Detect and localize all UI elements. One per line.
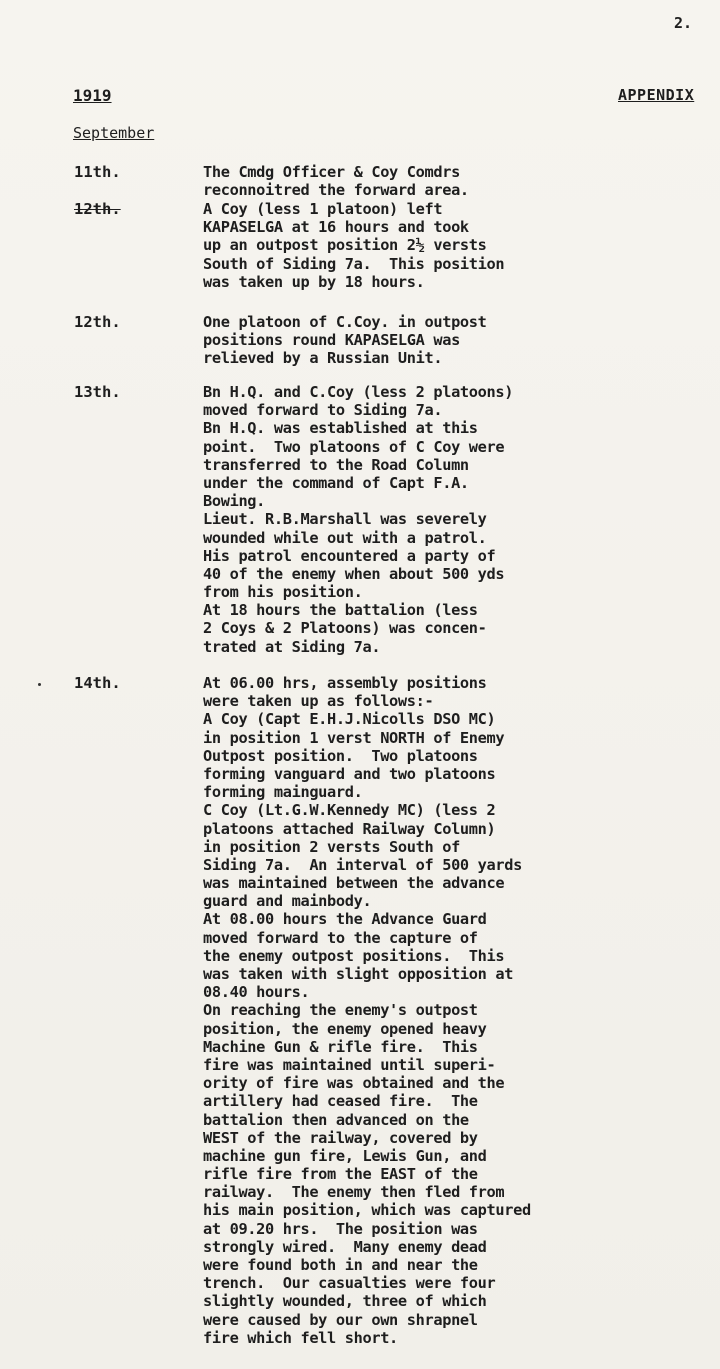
- entry-line: fire was maintained until superi-: [203, 1055, 496, 1074]
- entry-line: ority of fire was obtained and the: [203, 1074, 505, 1093]
- entry-line: platoons attached Railway Column): [203, 819, 496, 838]
- entry-line: moved forward to the capture of: [203, 928, 478, 947]
- entry-line: At 18 hours the battalion (less: [203, 601, 478, 620]
- entry-line: guard and mainbody.: [203, 892, 372, 911]
- entry-line: was maintained between the advance: [203, 874, 505, 893]
- entry-line: were found both in and near the: [203, 1256, 478, 1274]
- entry-line: On reaching the enemy's outpost: [203, 1001, 478, 1020]
- entry-date: 11th.: [74, 163, 121, 181]
- entry-line: the enemy outpost positions. This: [203, 946, 505, 965]
- entry-line: reconnoitred the forward area.: [203, 181, 469, 200]
- entry-line: were taken up as follows:-: [203, 692, 434, 711]
- entry-line: moved forward to Siding 7a.: [203, 401, 443, 420]
- entry-line: rifle fire from the EAST of the: [203, 1165, 478, 1184]
- stray-mark: [38, 683, 41, 686]
- entry-line: artillery had ceased fire. The: [203, 1092, 478, 1111]
- entry-line: The Cmdg Officer & Coy Comdrs: [203, 163, 460, 181]
- entry-date: 13th.: [74, 383, 121, 401]
- entry-line: point. Two platoons of C Coy were: [203, 437, 505, 456]
- entry-line: A Coy (Capt E.H.J.Nicolls DSO MC): [203, 710, 496, 729]
- entry-date: 14th.: [74, 674, 121, 692]
- entry-line: At 08.00 hours the Advance Guard: [203, 910, 487, 929]
- entry-line: Bowing.: [203, 492, 266, 511]
- entry-line: At 06.00 hrs, assembly positions: [203, 674, 487, 692]
- entry-line: up an outpost position 2½ versts: [203, 236, 487, 255]
- entry-line: forming vanguard and two platoons: [203, 764, 496, 783]
- entry-line: under the command of Capt F.A.: [203, 473, 469, 492]
- entry-line: fire which fell short.: [203, 1328, 398, 1347]
- entry-text: [203, 674, 531, 1347]
- entry-line: were caused by our own shrapnel: [203, 1310, 478, 1329]
- year-heading: 1919: [73, 86, 112, 105]
- entry-line: Bn H.Q. was established at this: [203, 419, 478, 438]
- entry-line: in position 1 verst NORTH of Enemy: [203, 728, 505, 747]
- entry-line: transferred to the Road Column: [203, 455, 469, 474]
- entry-text: [203, 383, 513, 656]
- entry-line: was taken up by 18 hours.: [203, 272, 425, 291]
- month-heading: September: [73, 124, 155, 142]
- entry-line: 40 of the enemy when about 500 yds: [203, 564, 505, 583]
- entry-line: positions round KAPASELGA was: [203, 331, 460, 350]
- entry-line: C Coy (Lt.G.W.Kennedy MC) (less 2: [203, 801, 496, 820]
- entry-line: His patrol encountered a party of: [203, 546, 496, 565]
- entry-line: trated at Siding 7a.: [203, 637, 381, 656]
- entry-line: forming mainguard.: [203, 783, 363, 802]
- entry-date: 12th.: [74, 313, 121, 331]
- entry-date: 12th.: [74, 200, 121, 218]
- entry-line: machine gun fire, Lewis Gun, and: [203, 1146, 487, 1165]
- entry-text: [203, 313, 487, 368]
- entry-text: [203, 200, 504, 291]
- entry-line: 08.40 hours.: [203, 983, 310, 1002]
- entry-text: [203, 163, 469, 199]
- entry-line: Outpost position. Two platoons: [203, 746, 478, 765]
- entry-line: railway. The enemy then fled from: [203, 1183, 505, 1202]
- entry-line: at 09.20 hrs. The position was: [203, 1219, 478, 1238]
- entry-line: 2 Coys & 2 Platoons) was concen-: [203, 619, 487, 638]
- entry-line: his main position, which was captured: [203, 1201, 531, 1220]
- entry-line: trench. Our casualties were four: [203, 1274, 496, 1293]
- entry-line: Lieut. R.B.Marshall was severely: [203, 510, 487, 529]
- entry-line: WEST of the railway, covered by: [203, 1128, 478, 1147]
- appendix-heading: APPENDIX: [618, 86, 695, 104]
- entry-line: One platoon of C.Coy. in outpost: [203, 313, 487, 331]
- entry-line: position, the enemy opened heavy: [203, 1019, 487, 1038]
- entry-line: Machine Gun & rifle fire. This: [203, 1037, 478, 1056]
- entry-line: South of Siding 7a. This position: [203, 254, 505, 273]
- entry-line: was taken with slight opposition at: [203, 965, 514, 983]
- entry-line: slightly wounded, three of which: [203, 1292, 487, 1311]
- entry-line: A Coy (less 1 platoon) left: [203, 200, 443, 218]
- entry-line: battalion then advanced on the: [203, 1110, 469, 1129]
- page-number: 2.: [674, 14, 693, 32]
- entry-line: Bn H.Q. and C.Coy (less 2 platoons): [203, 383, 514, 401]
- entry-line: Siding 7a. An interval of 500 yards: [203, 855, 522, 874]
- entry-line: strongly wired. Many enemy dead: [203, 1237, 487, 1256]
- entry-line: relieved by a Russian Unit.: [203, 349, 443, 368]
- entry-line: in position 2 versts South of: [203, 837, 460, 856]
- entry-line: KAPASELGA at 16 hours and took: [203, 218, 469, 237]
- entry-line: from his position.: [203, 583, 363, 602]
- entry-line: wounded while out with a patrol.: [203, 528, 487, 547]
